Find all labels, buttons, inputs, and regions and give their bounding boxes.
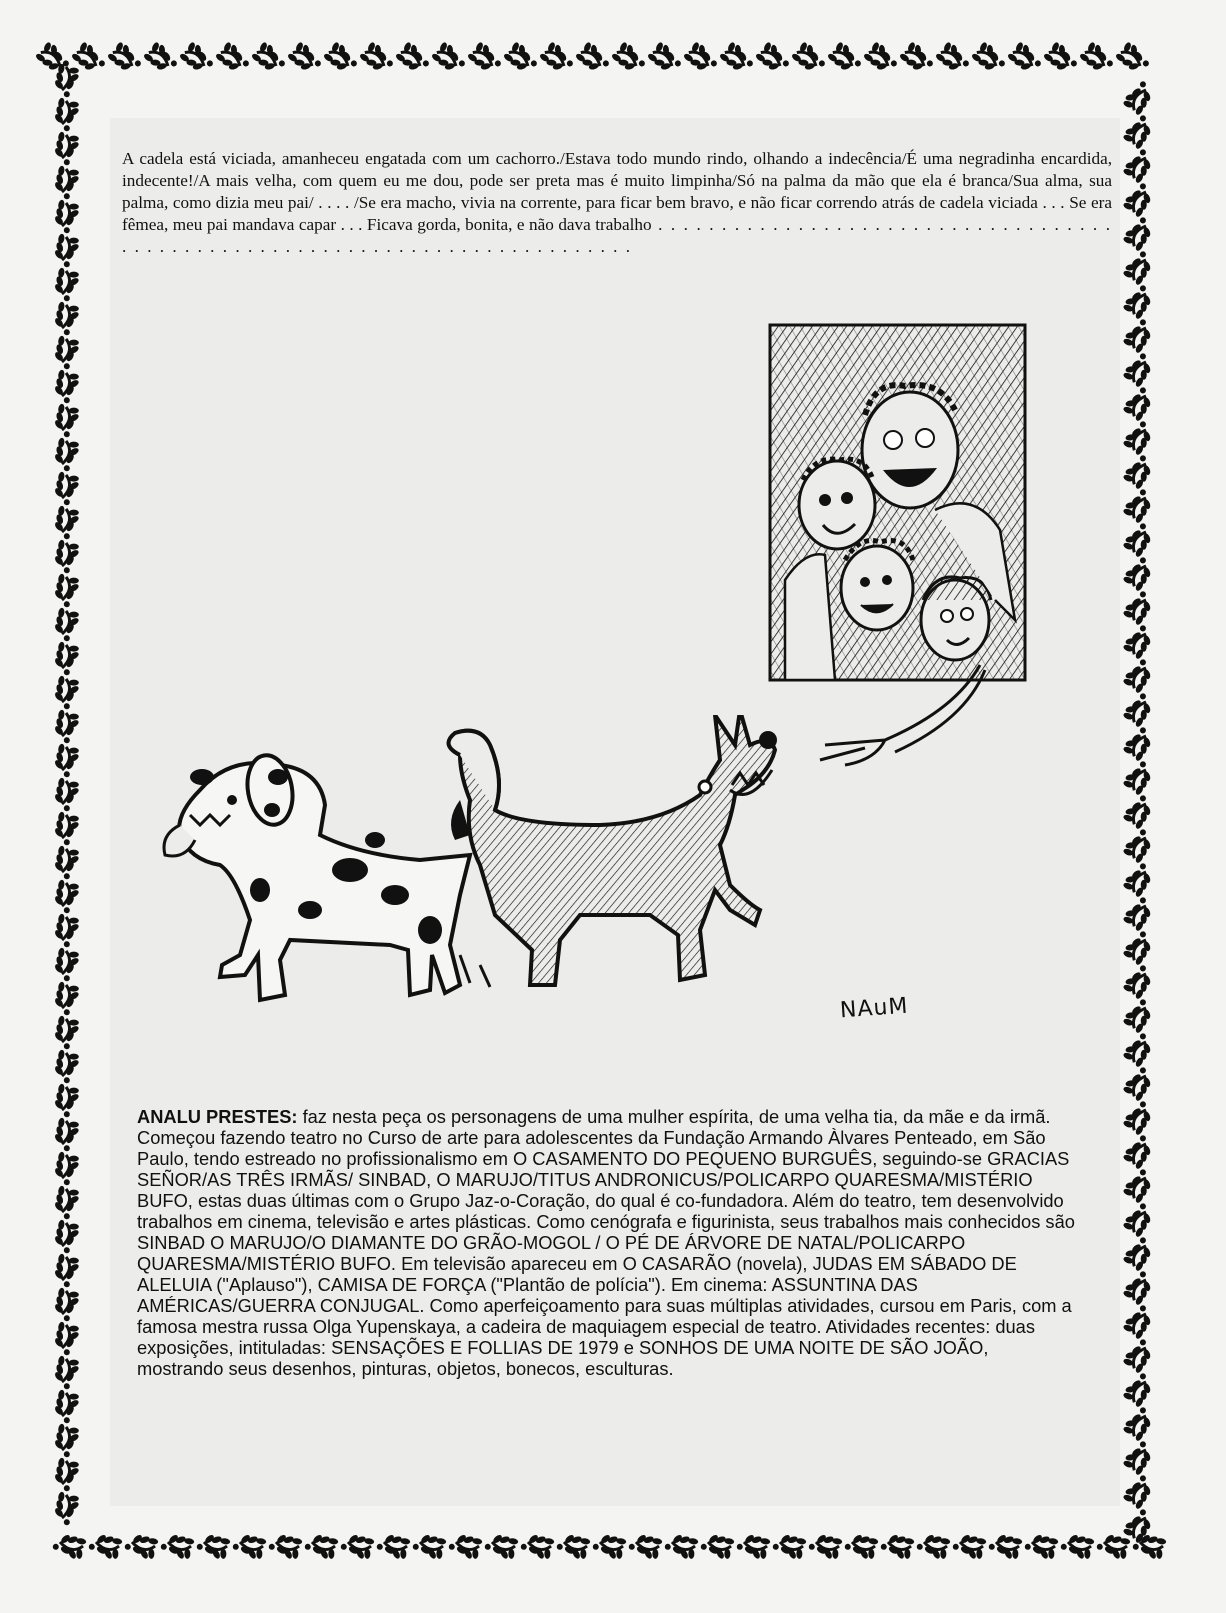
leaf-sprig (50, 162, 83, 201)
leaf-sprig (1095, 1530, 1134, 1563)
leaf-sprig (50, 400, 83, 439)
leaf-sprig (1121, 147, 1154, 186)
leaf-sprig (1121, 1439, 1154, 1478)
leaf-sprig (50, 910, 83, 949)
leaf-sprig (1121, 657, 1154, 696)
leaf-sprig (50, 570, 83, 609)
leaf-sprig (50, 842, 83, 881)
leaf-sprig (1121, 827, 1154, 866)
leaf-sprig (1121, 113, 1154, 152)
leaf-sprig (51, 1530, 90, 1563)
leaf-sprig (1121, 895, 1154, 934)
leaf-sprig (50, 264, 83, 303)
leaf-sprig (1121, 249, 1154, 288)
leaf-sprig (339, 1530, 378, 1563)
leaf-sprig (32, 39, 73, 75)
leaf-sprig (195, 1530, 234, 1563)
artist-signature: NAuM (839, 993, 910, 1024)
leaf-sprig (608, 39, 649, 75)
leaf-sprig (50, 774, 83, 813)
leaf-sprig (716, 39, 757, 75)
leaf-sprig (1131, 1530, 1170, 1563)
leaf-sprig (1121, 963, 1154, 1002)
leaf-sprig (50, 1488, 83, 1527)
leaf-sprig (50, 502, 83, 541)
leaf-sprig (50, 468, 83, 507)
leaf-sprig (644, 39, 685, 75)
leaf-sprig (50, 196, 83, 235)
leaf-sprig (1121, 385, 1154, 424)
leaf-sprig (50, 1080, 83, 1119)
leaf-sprig (1121, 1133, 1154, 1172)
leaf-sprig (896, 39, 937, 75)
leaf-sprig (555, 1530, 594, 1563)
leaf-sprig (807, 1530, 846, 1563)
leaf-sprig (1121, 317, 1154, 356)
leaf-sprig (87, 1530, 126, 1563)
leaf-sprig (123, 1530, 162, 1563)
leaf-sprig (284, 39, 325, 75)
leaf-sprig (1121, 351, 1154, 390)
quote-dotted-leader: . . . . . . . . . . . . . . . . . . . . . . . . . . . . . . . . . . . . . . . . . . . . . . . . . . . . . . . . . . . . . . . . . . . . . . . . . . . . . (122, 215, 1112, 256)
leaf-sprig (1004, 39, 1045, 75)
leaf-sprig (50, 1046, 83, 1085)
leaf-sprig (843, 1530, 882, 1563)
leaf-sprig (140, 39, 181, 75)
leaf-sprig (1121, 1337, 1154, 1376)
leaf-sprig (50, 94, 83, 133)
leaf-sprig (879, 1530, 918, 1563)
leaf-sprig (1121, 623, 1154, 662)
leaf-sprig (1121, 793, 1154, 832)
quote-text: A cadela está viciada, amanheceu engatada com um cachorro./Estava todo mundo rindo, olhando a indecência/É uma negradinha encardida, indecente!/A mais velha, com quem eu me dou, pode ser preta mas é muito limpinha/Só na palma da mão que ela é branca/Sua alma, sua palma, como dizia meu pai/ . . . . /Se era macho, vivia na corrente, para ficar bem bravo, e não ficar correndo atrás de cadela viciada . . . Se era fêmea, meu pai mandava capar . . . Ficava gorda, bonita, e não dava trabalho (122, 149, 1112, 234)
bio-name: ANALU PRESTES: (137, 1106, 298, 1127)
leaf-sprig (627, 1530, 666, 1563)
leaf-sprig (824, 39, 865, 75)
leaf-sprig (951, 1530, 990, 1563)
leaf-sprig (1121, 79, 1154, 118)
leaf-sprig (50, 808, 83, 847)
leaf-sprig (1121, 1235, 1154, 1274)
leaf-sprig (50, 332, 83, 371)
leaf-sprig (1121, 691, 1154, 730)
leaf-sprig (572, 39, 613, 75)
leaf-sprig (428, 39, 469, 75)
leaf-sprig (788, 39, 829, 75)
leaf-sprig (50, 60, 83, 99)
leaf-sprig (1076, 39, 1117, 75)
leaf-sprig (447, 1530, 486, 1563)
leaf-sprig (699, 1530, 738, 1563)
leaf-sprig (1121, 555, 1154, 594)
leaf-sprig (50, 706, 83, 745)
leaf-sprig (464, 39, 505, 75)
leaf-sprig (500, 39, 541, 75)
leaf-sprig (50, 1386, 83, 1425)
leaf-sprig (1121, 997, 1154, 1036)
leaf-sprig (987, 1530, 1026, 1563)
bio-paragraph (137, 1106, 1077, 1379)
leaf-sprig (375, 1530, 414, 1563)
leaf-sprig (50, 978, 83, 1017)
leaf-sprig (1121, 215, 1154, 254)
leaf-sprig (248, 39, 289, 75)
leaf-sprig (860, 39, 901, 75)
leaf-sprig (483, 1530, 522, 1563)
leaf-sprig (1040, 39, 1081, 75)
leaf-sprig (231, 1530, 270, 1563)
leaf-sprig (50, 1182, 83, 1221)
leaf-sprig (68, 39, 109, 75)
leaf-sprig (50, 128, 83, 167)
leaf-sprig (1121, 929, 1154, 968)
leaf-sprig (50, 1420, 83, 1459)
leaf-sprig (50, 536, 83, 575)
leaf-sprig (1121, 1269, 1154, 1308)
leaf-sprig (50, 1352, 83, 1391)
leaf-sprig (968, 39, 1009, 75)
leaf-sprig (50, 672, 83, 711)
leaf-sprig (752, 39, 793, 75)
leaf-sprig (1121, 1065, 1154, 1104)
leaf-sprig (1059, 1530, 1098, 1563)
laughing-people-illustration (765, 320, 1035, 770)
leaf-sprig (50, 604, 83, 643)
leaf-sprig (50, 740, 83, 779)
leaf-sprig (50, 638, 83, 677)
leaf-sprig (1121, 589, 1154, 628)
leaf-sprig (1121, 283, 1154, 322)
leaf-sprig (50, 1318, 83, 1357)
leaf-sprig (1023, 1530, 1062, 1563)
leaf-sprig (50, 230, 83, 269)
leaf-sprig (1121, 1031, 1154, 1070)
leaf-sprig (915, 1530, 954, 1563)
leaf-sprig (303, 1530, 342, 1563)
leaf-sprig (591, 1530, 630, 1563)
quote-paragraph (122, 148, 1112, 258)
leaf-sprig (50, 366, 83, 405)
leaf-sprig (411, 1530, 450, 1563)
leaf-sprig (267, 1530, 306, 1563)
leaf-sprig (50, 876, 83, 915)
leaf-sprig (536, 39, 577, 75)
leaf-sprig (159, 1530, 198, 1563)
leaf-sprig (1121, 1507, 1154, 1546)
leaf-sprig (1121, 1473, 1154, 1512)
leaf-sprig (519, 1530, 558, 1563)
leaf-sprig (1121, 1371, 1154, 1410)
leaf-sprig (1121, 1167, 1154, 1206)
leaf-sprig (1121, 1099, 1154, 1138)
leaf-sprig (1121, 1303, 1154, 1342)
leaf-sprig (1121, 487, 1154, 526)
leaf-sprig (50, 1284, 83, 1323)
dogs-illustration (160, 715, 800, 1045)
leaf-sprig (212, 39, 253, 75)
leaf-sprig (735, 1530, 774, 1563)
leaf-sprig (932, 39, 973, 75)
bio-text: faz nesta peça os personagens de uma mulher espírita, de uma velha tia, da mãe e da irmã. Começou fazendo teatro no Curso de arte para adolescentes da Fundação Armando Àlvares Penteado, em São Paulo, tendo estreado no profissionalismo em O CASAMENTO DO PEQUENO BURGUÊS, seguindo-se GRACIAS SEÑOR/AS TRÊS IRMÃS/ SINBAD, O MARUJO/TITUS ANDRONICUS/POLICARPO QUARESMA/MISTÉRIO BUFO, estas duas últimas com o Grupo Jaz-o-Coração, do qual é co-fundadora. Além do teatro, tem desenvolvido trabalhos em cinema, televisão e artes plásticas. Como cenógrafa e figurinista, seus trabalhos mais conhecidos são SINBAD O MARUJO/O DIAMANTE DO GRÃO-MOGOL / O PÉ DE ÁRVORE DE NATAL/POLICARPO QUARESMA/MISTÉRIO BUFO. Em televisão apareceu em O CASARÃO (novela), JUDAS EM SÁBADO DE ALELUIA ("Aplauso"), CAMISA DE FORÇA ("Plantão de polícia"). Em cinema: ASSUNTINA DAS AMÉRICAS/GUERRA CONJUGAL. Como aperfeiçoamento para suas múltiplas atividades, cursou em Paris, com a famosa mestra russa Olga Yupenskaya, a cadeira de maquiagem especial de teatro. Atividades recentes: duas exposições, intituladas: SENSAÇÕES E FOLLIAS DE 1979 e SONHOS DE UMA NOITE DE SÃO JOÃO, mostrando seus desenhos, pinturas, objetos, bonecos, esculturas. (137, 1106, 1075, 1379)
leaf-sprig (50, 1148, 83, 1187)
leaf-sprig (320, 39, 361, 75)
leaf-sprig (104, 39, 145, 75)
leaf-sprig (1121, 453, 1154, 492)
leaf-sprig (50, 1216, 83, 1255)
leaf-sprig (1121, 1201, 1154, 1240)
leaf-sprig (680, 39, 721, 75)
leaf-sprig (1121, 181, 1154, 220)
leaf-sprig (1112, 39, 1153, 75)
leaf-sprig (392, 39, 433, 75)
leaf-sprig (50, 944, 83, 983)
leaf-sprig (1121, 419, 1154, 458)
leaf-sprig (50, 1012, 83, 1051)
leaf-sprig (1121, 521, 1154, 560)
leaf-sprig (1121, 725, 1154, 764)
leaf-sprig (50, 1454, 83, 1493)
leaf-sprig (176, 39, 217, 75)
leaf-sprig (1121, 759, 1154, 798)
leaf-sprig (50, 434, 83, 473)
leaf-sprig (1121, 861, 1154, 900)
leaf-sprig (50, 1250, 83, 1289)
leaf-sprig (356, 39, 397, 75)
leaf-sprig (1121, 1405, 1154, 1444)
leaf-sprig (50, 298, 83, 337)
leaf-sprig (771, 1530, 810, 1563)
leaf-sprig (50, 1114, 83, 1153)
leaf-sprig (663, 1530, 702, 1563)
